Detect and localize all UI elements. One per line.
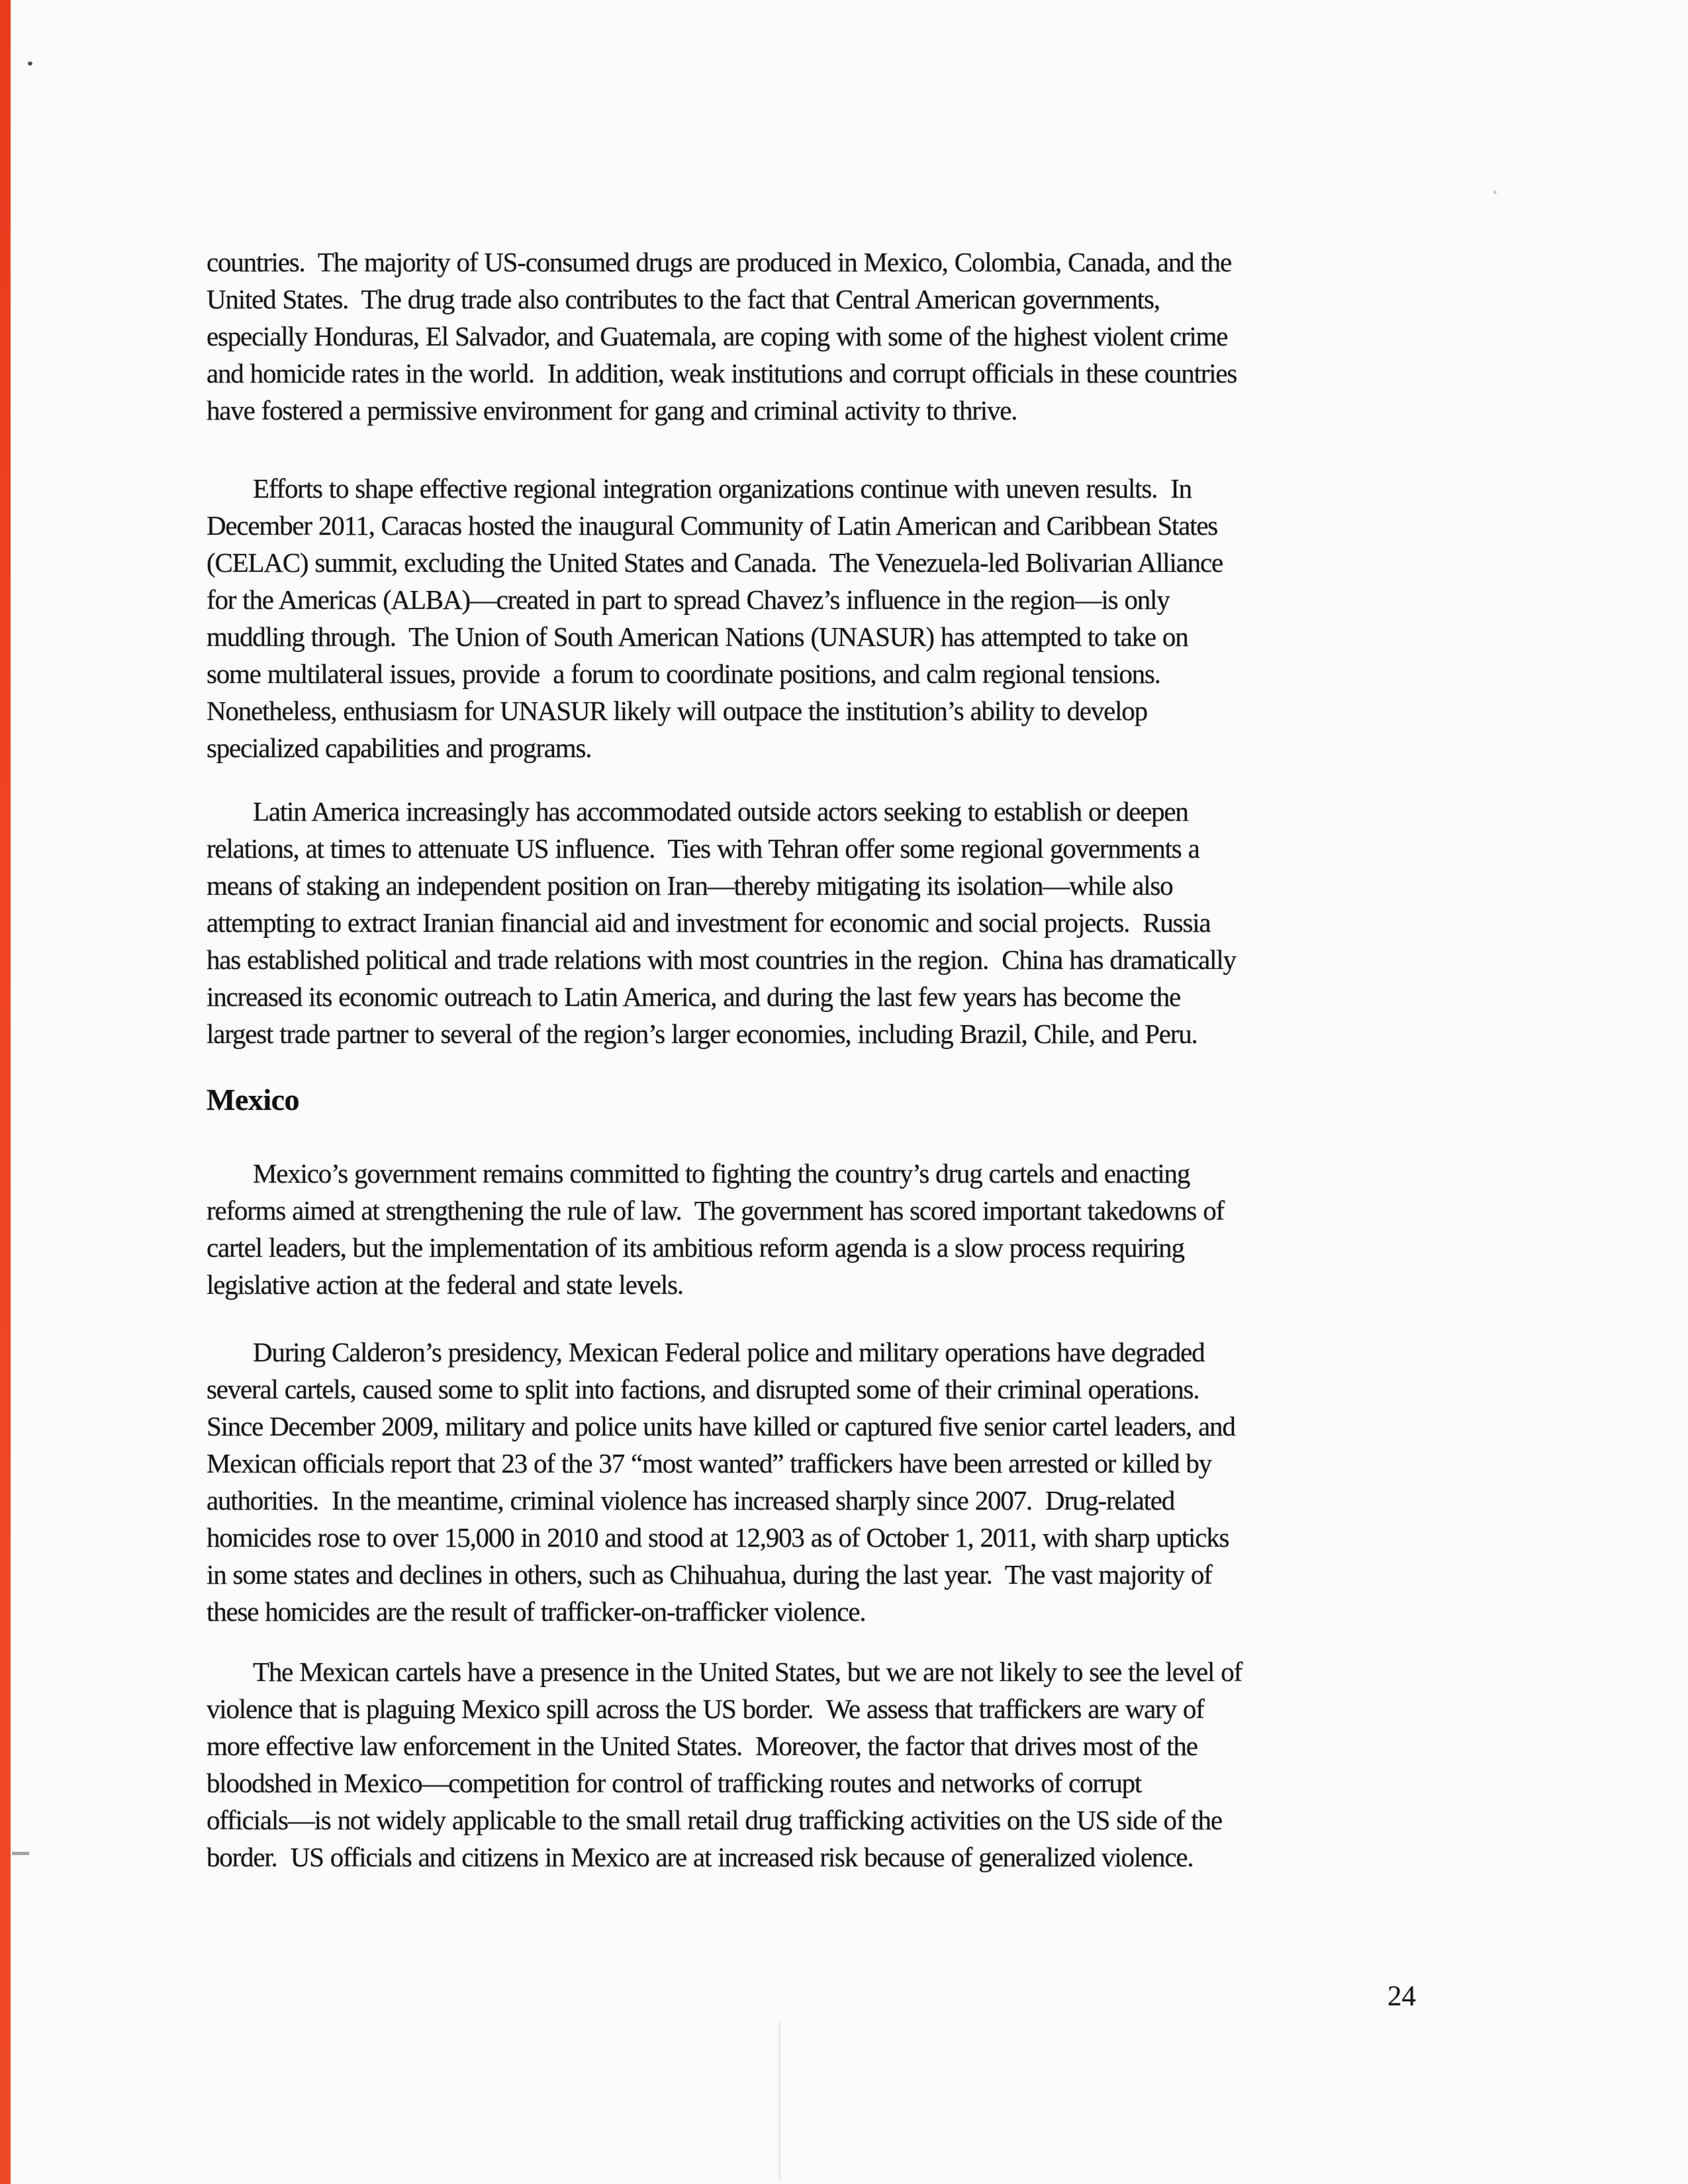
- text-line: has established political and trade relations with most countries in the region. China has dramatically: [207, 944, 1236, 975]
- paragraph: [207, 793, 1418, 1052]
- text-line: reforms aimed at strengthening the rule of law. The government has scored important takedowns of: [207, 1195, 1224, 1226]
- text-line: muddling through. The Union of South American Nations (UNASUR) has attempted to take on: [207, 621, 1188, 652]
- text-line: Latin America increasingly has accommodated outside actors seeking to establish or deepen: [253, 796, 1188, 827]
- text-line: Mexico’s government remains committed to fighting the country’s drug cartels and enacting: [253, 1158, 1190, 1189]
- paragraph: [207, 1653, 1418, 1876]
- text-line: Nonetheless, enthusiasm for UNASUR likely will outpace the institution’s ability to develop: [207, 696, 1147, 726]
- text-line: (CELAC) summit, excluding the United States and Canada. The Venezuela-led Bolivarian Alliance: [207, 547, 1223, 578]
- text-line: several cartels, caused some to split into factions, and disrupted some of their criminal operations.: [207, 1374, 1199, 1404]
- text-line: some multilateral issues, provide a forum to coordinate positions, and calm regional tensions.: [207, 659, 1160, 689]
- scan-artifact: [28, 62, 32, 66]
- text-line: countries. The majority of US-consumed drugs are produced in Mexico, Colombia, Canada, and the: [207, 247, 1231, 277]
- text-line: relations, at times to attenuate US influence. Ties with Tehran offer some regional governments a: [207, 833, 1199, 864]
- text-line: violence that is plaguing Mexico spill across the US border. We assess that traffickers are wary of: [207, 1694, 1204, 1724]
- scan-edge-stripe: [0, 0, 11, 2184]
- text-line: largest trade partner to several of the region’s larger economies, including Brazil, Chile, and Peru.: [207, 1019, 1197, 1049]
- scan-artifact: [778, 2022, 780, 2179]
- text-line: The Mexican cartels have a presence in the United States, but we are not likely to see the level of: [253, 1657, 1243, 1687]
- text-line: During Calderon’s presidency, Mexican Federal police and military operations have degraded: [253, 1337, 1205, 1367]
- scan-artifact: [1493, 191, 1497, 194]
- text-line: specialized capabilities and programs.: [207, 733, 592, 763]
- text-line: especially Honduras, El Salvador, and Guatemala, are coping with some of the highest violent crime: [207, 321, 1228, 351]
- paragraph: [207, 470, 1418, 766]
- paragraph: [207, 1334, 1418, 1630]
- section-heading: Mexico: [207, 1083, 300, 1116]
- text-line: more effective law enforcement in the United States. Moreover, the factor that drives most of the: [207, 1731, 1197, 1761]
- text-line: increased its economic outreach to Latin America, and during the last few years has become the: [207, 981, 1180, 1012]
- scan-artifact: [12, 1852, 29, 1855]
- text-line: in some states and declines in others, such as Chihuahua, during the last year. The vast majority of: [207, 1559, 1212, 1590]
- paragraph: [207, 244, 1418, 429]
- page-text-block: [207, 244, 1418, 1876]
- text-line: Since December 2009, military and police units have killed or captured five senior cartel leaders, and: [207, 1411, 1235, 1441]
- text-line: have fostered a permissive environment for gang and criminal activity to thrive.: [207, 395, 1017, 426]
- text-line: and homicide rates in the world. In addition, weak institutions and corrupt officials in these countries: [207, 358, 1237, 388]
- text-line: Mexican officials report that 23 of the 37 “most wanted” traffickers have been arrested or killed by: [207, 1448, 1211, 1479]
- paragraph: [207, 1155, 1418, 1303]
- text-line: bloodshed in Mexico—competition for control of trafficking routes and networks of corrupt: [207, 1768, 1142, 1798]
- text-line: these homicides are the result of trafficker-on-trafficker violence.: [207, 1596, 866, 1627]
- text-line: United States. The drug trade also contributes to the fact that Central American governments,: [207, 284, 1160, 314]
- text-line: for the Americas (ALBA)—created in part to spread Chavez’s influence in the region—is only: [207, 584, 1170, 615]
- text-line: cartel leaders, but the implementation of its ambitious reform agenda is a slow process requiring: [207, 1232, 1184, 1263]
- text-line: homicides rose to over 15,000 in 2010 and stood at 12,903 as of October 1, 2011, with sharp upticks: [207, 1522, 1229, 1553]
- text-line: means of staking an independent position on Iran—thereby mitigating its isolation—while also: [207, 870, 1173, 901]
- text-line: December 2011, Caracas hosted the inaugural Community of Latin American and Caribbean States: [207, 510, 1218, 541]
- text-line: attempting to extract Iranian financial aid and investment for economic and social projects. Russia: [207, 907, 1211, 938]
- text-line: Efforts to shape effective regional integration organizations continue with uneven results. In: [253, 473, 1192, 504]
- text-line: legislative action at the federal and state levels.: [207, 1269, 683, 1300]
- text-line: authorities. In the meantime, criminal violence has increased sharply since 2007. Drug-related: [207, 1485, 1175, 1516]
- text-line: officials—is not widely applicable to the small retail drug trafficking activities on the US side of the: [207, 1805, 1222, 1835]
- page-number: 24: [1387, 1981, 1416, 2012]
- text-line: border. US officials and citizens in Mexico are at increased risk because of generalized violence.: [207, 1842, 1194, 1872]
